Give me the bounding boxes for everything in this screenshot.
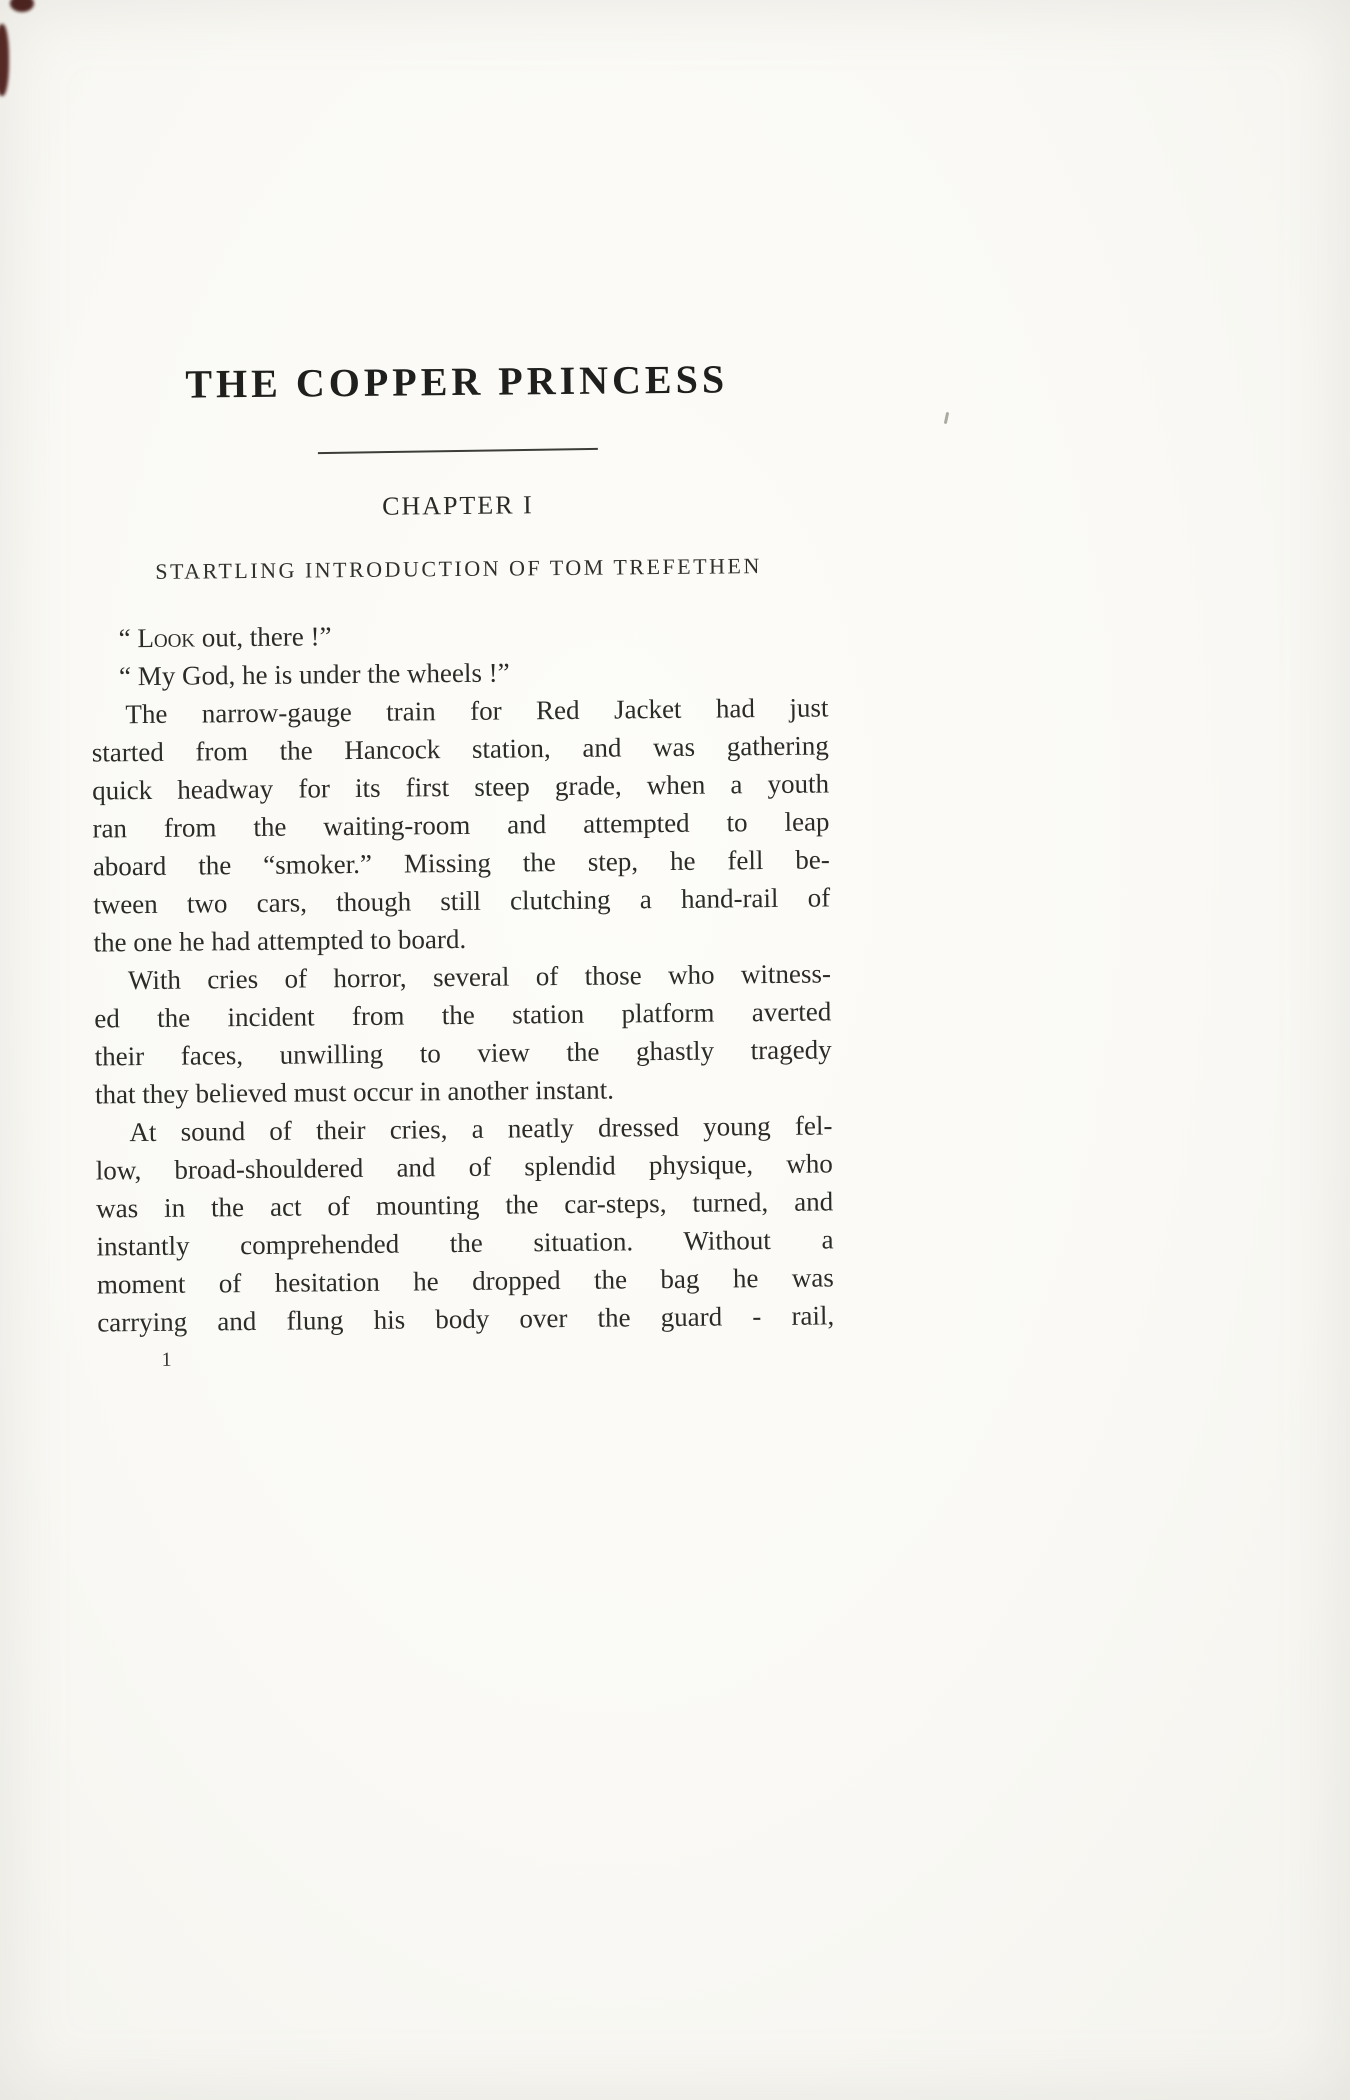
text-line: their faces, unwilling to view the ghastly tragedy (94, 1034, 832, 1072)
text-line: quick headway for its first steep grade, when a youth (91, 768, 830, 806)
scan-artifact (0, 24, 9, 96)
text-line: low, broad-shouldered and of splendid physique, who (95, 1148, 833, 1186)
text-line: that they believed must occur in another instant. (94, 1074, 615, 1110)
book-title: THE COPPER PRINCESS (185, 356, 729, 407)
paragraph (91, 688, 831, 961)
scan-artifact (10, 0, 34, 12)
text-line: The narrow-gauge train for Red Jacket had just (125, 692, 829, 730)
dialogue-text: out, there !” (194, 621, 332, 653)
text-line: With cries of horror, several of those who witness- (127, 958, 832, 996)
dialogue-text: “ L (118, 622, 155, 654)
text-line: aboard the “smoker.” Missing the step, he fell be- (92, 844, 830, 882)
text-line: moment of hesitation he dropped the bag he was (96, 1262, 834, 1300)
paragraph (95, 1106, 834, 1341)
text-line: was in the act of mounting the car-steps, turned, and (96, 1186, 834, 1224)
text-line: carrying and flung his body over the guard - rail, (97, 1300, 835, 1338)
text-line: instantly comprehended the situation. Without a (96, 1224, 834, 1262)
section-heading: STARTLING INTRODUCTION OF TOM TREFETHEN (155, 553, 762, 584)
text-line: the one he had attempted to board. (93, 923, 467, 958)
text-line: ran from the waiting-room and attempted to leap (92, 806, 830, 844)
scan-artifact (944, 412, 949, 424)
page-number: 1 (161, 1348, 172, 1371)
text-line: tween two cars, though still clutching a hand-rail of (93, 882, 831, 920)
title-rule (317, 448, 597, 454)
chapter-heading: CHAPTER I (381, 490, 534, 521)
paragraph (94, 954, 832, 1113)
body-text (90, 612, 834, 1341)
dialogue-smallcaps: ook (153, 622, 196, 653)
text-column (88, 354, 835, 1372)
text-line: At sound of their cries, a neatly dressed young fel- (129, 1110, 833, 1148)
text-line: started from the Hancock station, and was gathering (91, 730, 829, 768)
text-line: ed the incident from the station platform averted (94, 996, 832, 1034)
dialogue-line: “ My God, he is under the wheels !” (118, 657, 510, 692)
